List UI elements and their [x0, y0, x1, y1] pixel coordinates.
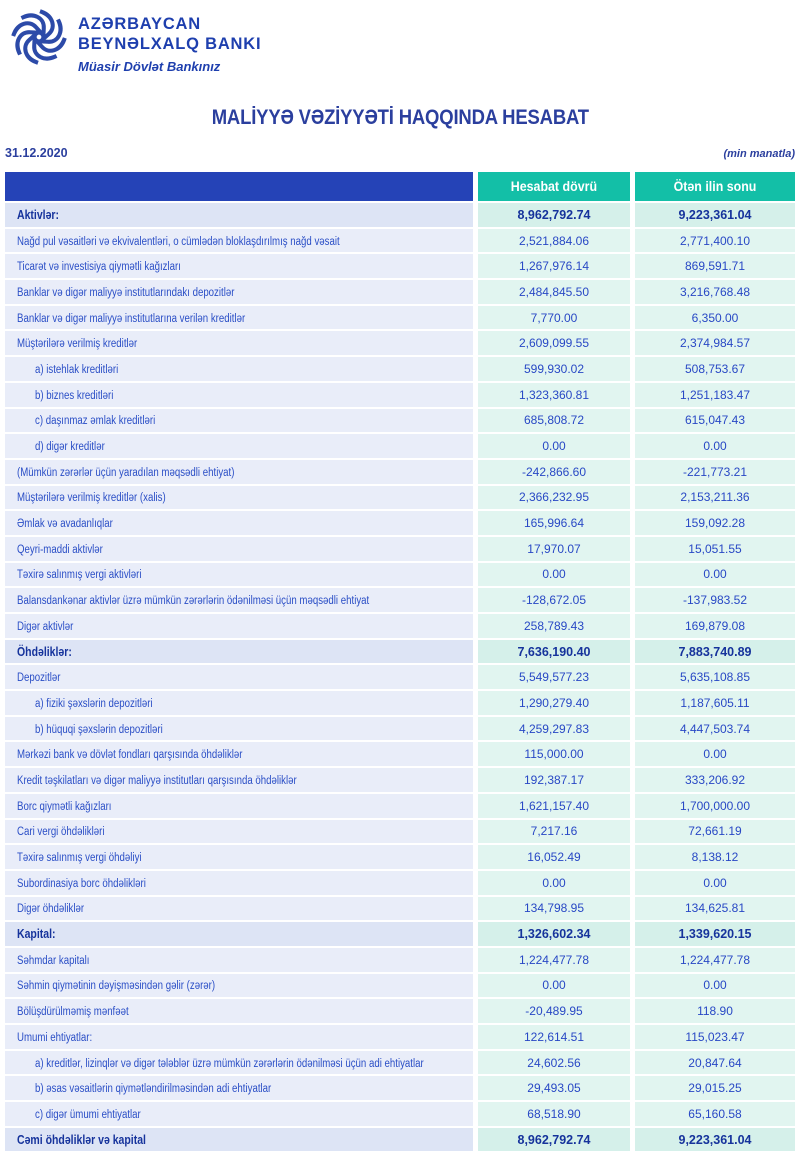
row-value-current: 1,224,477.78	[478, 948, 630, 972]
row-label: a) fiziki şəxslərin depozitləri	[35, 697, 153, 710]
table-row	[5, 383, 795, 407]
table-row	[5, 845, 795, 869]
row-value-current: 1,267,976.14	[478, 254, 630, 278]
row-value-previous: 159,092.28	[635, 511, 795, 535]
table-row	[5, 922, 795, 946]
row-label: b) hüquqi şəxslərin depozitləri	[35, 723, 163, 736]
row-value-current: 68,518.90	[478, 1102, 630, 1126]
table-row	[5, 794, 795, 818]
row-label: Bölüşdürülməmiş mənfəət	[17, 1006, 129, 1019]
unit-note: (min manatla)	[723, 148, 795, 160]
table-row	[5, 563, 795, 587]
row-value-current: 24,602.56	[478, 1051, 630, 1075]
row-value-current: -242,866.60	[478, 460, 630, 484]
bank-brand	[10, 8, 261, 74]
row-label: Kapital:	[17, 927, 56, 942]
row-label: c) digər ümumi ehtiyatlar	[35, 1108, 141, 1121]
row-label: a) istehlak kreditləri	[35, 363, 119, 376]
table-row	[5, 588, 795, 612]
row-value-current: 165,996.64	[478, 511, 630, 535]
table-row	[5, 948, 795, 972]
bank-name-line2: BEYNƏLXALQ BANKI	[78, 35, 262, 54]
row-value-current: 4,259,297.83	[478, 717, 630, 741]
row-value-current: 115,000.00	[478, 742, 630, 766]
row-value-current: 17,970.07	[478, 537, 630, 561]
row-value-current: 1,290,279.40	[478, 691, 630, 715]
row-value-current: 599,930.02	[478, 357, 630, 381]
row-label: (Mümkün zərərlər üçün yaradılan məqsədli ehtiyat)	[17, 466, 235, 479]
row-label: a) kreditlər, lizinqlər və digər tələblər üzrə mümkün zərərlərin ödənilməsi üçün adi ehtiyatlar	[35, 1057, 424, 1070]
table-row	[5, 229, 795, 253]
row-label: Subordinasiya borc öhdəlikləri	[17, 877, 146, 890]
row-label: Mərkəzi bank və dövlət fondları qarşısında öhdəliklər	[17, 749, 243, 762]
row-value-previous: 1,339,620.15	[635, 922, 795, 946]
table-row	[5, 254, 795, 278]
row-label: Kredit təşkilatları və digər maliyyə institutları qarşısında öhdəliklər	[17, 774, 297, 787]
row-label: Təxirə salınmış vergi öhdəliyi	[17, 852, 142, 865]
row-value-previous: -221,773.21	[635, 460, 795, 484]
table-row	[5, 742, 795, 766]
row-value-previous: 118.90	[635, 999, 795, 1023]
table-row	[5, 974, 795, 998]
row-value-previous: 8,138.12	[635, 845, 795, 869]
row-value-current: 2,609,099.55	[478, 331, 630, 355]
row-value-previous: 65,160.58	[635, 1102, 795, 1126]
table-row	[5, 203, 795, 227]
row-label: Təxirə salınmış vergi aktivləri	[17, 569, 142, 582]
row-value-previous: 1,700,000.00	[635, 794, 795, 818]
row-value-previous: 169,879.08	[635, 614, 795, 638]
row-value-current: 0.00	[478, 434, 630, 458]
bank-name-line1: AZƏRBAYCAN	[78, 15, 201, 33]
row-label: c) daşınmaz əmlak kreditləri	[35, 415, 156, 428]
row-value-current: 16,052.49	[478, 845, 630, 869]
row-value-previous: 20,847.64	[635, 1051, 795, 1075]
row-label: d) digər kreditlər	[35, 441, 105, 454]
row-label: Qeyri-maddi aktivlər	[17, 543, 103, 556]
row-label: Əmlak və avadanlıqlar	[17, 518, 113, 531]
row-value-previous: 0.00	[635, 871, 795, 895]
table-row	[5, 871, 795, 895]
row-value-current: 685,808.72	[478, 409, 630, 433]
table-row	[5, 460, 795, 484]
row-label: Ticarət və investisiya qiymətli kağızları	[17, 261, 181, 274]
table-row	[5, 897, 795, 921]
report-date: 31.12.2020	[5, 146, 68, 160]
row-label: Banklar və digər maliyyə institutlarındakı depozitlər	[17, 286, 235, 299]
row-value-current: 2,521,884.06	[478, 229, 630, 253]
column-header-current: Hesabat dövrü	[478, 172, 630, 201]
row-value-previous: 0.00	[635, 742, 795, 766]
row-value-previous: 115,023.47	[635, 1025, 795, 1049]
row-label: b) biznes kreditləri	[35, 389, 114, 402]
row-value-previous: 0.00	[635, 563, 795, 587]
row-value-previous: 1,187,605.11	[635, 691, 795, 715]
row-value-previous: 9,223,361.04	[635, 203, 795, 227]
table-row	[5, 537, 795, 561]
row-value-current: -20,489.95	[478, 999, 630, 1023]
table-header-row	[5, 172, 795, 201]
table-row	[5, 820, 795, 844]
row-value-current: 2,484,845.50	[478, 280, 630, 304]
row-value-current: 29,493.05	[478, 1076, 630, 1100]
table-row	[5, 691, 795, 715]
row-label: Digər öhdəliklər	[17, 903, 85, 916]
row-value-current: 192,387.17	[478, 768, 630, 792]
row-label: Müştərilərə verilmiş kreditlər (xalis)	[17, 492, 166, 505]
row-value-previous: 333,206.92	[635, 768, 795, 792]
row-label: Borc qiymətli kağızları	[17, 800, 112, 813]
row-value-current: 0.00	[478, 974, 630, 998]
row-value-previous: 2,771,400.10	[635, 229, 795, 253]
row-value-previous: 2,374,984.57	[635, 331, 795, 355]
table-row	[5, 999, 795, 1023]
row-value-current: 0.00	[478, 871, 630, 895]
row-label: Nağd pul vəsaitləri və ekvivalentləri, o cümlədən bloklaşdırılmış nağd vəsait	[17, 235, 340, 248]
table-row	[5, 1128, 795, 1152]
row-value-current: 0.00	[478, 563, 630, 587]
bank-tagline: Müasir Dövlət Bankınız	[78, 59, 221, 75]
row-value-previous: 0.00	[635, 434, 795, 458]
row-label: Müştərilərə verilmiş kreditlər	[17, 338, 138, 351]
row-label: b) əsas vəsaitlərin qiymətləndirilməsindən adi ehtiyatlar	[35, 1083, 272, 1096]
report-meta	[5, 146, 795, 160]
row-value-previous: 1,224,477.78	[635, 948, 795, 972]
table-row	[5, 486, 795, 510]
header-blank-cell	[5, 172, 473, 201]
row-label: Cari vergi öhdəlikləri	[17, 826, 105, 839]
row-value-previous: 72,661.19	[635, 820, 795, 844]
row-value-previous: 29,015.25	[635, 1076, 795, 1100]
financial-position-table	[0, 170, 800, 1153]
row-value-previous: 869,591.71	[635, 254, 795, 278]
row-value-current: 134,798.95	[478, 897, 630, 921]
row-value-previous: 9,223,361.04	[635, 1128, 795, 1152]
row-label: Səhmdar kapitalı	[17, 954, 90, 967]
table-row	[5, 614, 795, 638]
row-value-previous: 6,350.00	[635, 306, 795, 330]
row-value-current: 7,636,190.40	[478, 640, 630, 664]
row-value-previous: 3,216,768.48	[635, 280, 795, 304]
bank-name-block	[78, 8, 261, 74]
table-row	[5, 357, 795, 381]
row-value-previous: 15,051.55	[635, 537, 795, 561]
report-title-wrap	[0, 106, 800, 130]
row-value-current: 258,789.43	[478, 614, 630, 638]
table-row	[5, 1025, 795, 1049]
row-value-previous: 5,635,108.85	[635, 665, 795, 689]
table-row	[5, 434, 795, 458]
row-value-current: 7,217.16	[478, 820, 630, 844]
row-value-previous: 0.00	[635, 974, 795, 998]
row-value-previous: 134,625.81	[635, 897, 795, 921]
row-value-current: 7,770.00	[478, 306, 630, 330]
row-label: Digər aktivlər	[17, 620, 74, 633]
table-row	[5, 306, 795, 330]
table-row	[5, 511, 795, 535]
column-header-previous: Ötən ilin sonu	[635, 172, 795, 201]
row-label: Ümumi ehtiyatlar:	[17, 1031, 93, 1044]
row-value-previous: 2,153,211.36	[635, 486, 795, 510]
row-value-previous: 615,047.43	[635, 409, 795, 433]
row-value-previous: 7,883,740.89	[635, 640, 795, 664]
table-row	[5, 665, 795, 689]
table-row	[5, 717, 795, 741]
row-value-previous: 4,447,503.74	[635, 717, 795, 741]
row-label: Səhmin qiymətinin dəyişməsindən gəlir (zərər)	[17, 980, 216, 993]
table-row	[5, 1076, 795, 1100]
row-value-current: 1,323,360.81	[478, 383, 630, 407]
row-label: Balansdankənar aktivlər üzrə mümkün zərərlərin ödənilməsi üçün məqsədli ehtiyat	[17, 595, 370, 608]
row-value-previous: 1,251,183.47	[635, 383, 795, 407]
bank-logo-icon	[10, 8, 68, 66]
row-value-current: 5,549,577.23	[478, 665, 630, 689]
row-value-current: 122,614.51	[478, 1025, 630, 1049]
table-row	[5, 409, 795, 433]
row-value-current: -128,672.05	[478, 588, 630, 612]
row-label: Öhdəliklər:	[17, 644, 72, 659]
table-row	[5, 331, 795, 355]
row-value-previous: 508,753.67	[635, 357, 795, 381]
table-row	[5, 1102, 795, 1126]
table-row	[5, 1051, 795, 1075]
table-row	[5, 280, 795, 304]
row-value-current: 1,621,157.40	[478, 794, 630, 818]
row-value-current: 8,962,792.74	[478, 203, 630, 227]
row-label: Cəmi öhdəliklər və kapital	[17, 1132, 146, 1147]
table-row	[5, 640, 795, 664]
row-label: Depozitlər	[17, 672, 61, 685]
row-value-current: 2,366,232.95	[478, 486, 630, 510]
report-title: MALİYYƏ VƏZİYYƏTİ HAQQINDA HESABAT	[211, 106, 589, 129]
row-label: Aktivlər:	[17, 207, 60, 222]
row-value-previous: -137,983.52	[635, 588, 795, 612]
table-row	[5, 768, 795, 792]
row-label: Banklar və digər maliyyə institutlarına verilən kreditlər	[17, 312, 246, 325]
row-value-current: 8,962,792.74	[478, 1128, 630, 1152]
row-value-current: 1,326,602.34	[478, 922, 630, 946]
